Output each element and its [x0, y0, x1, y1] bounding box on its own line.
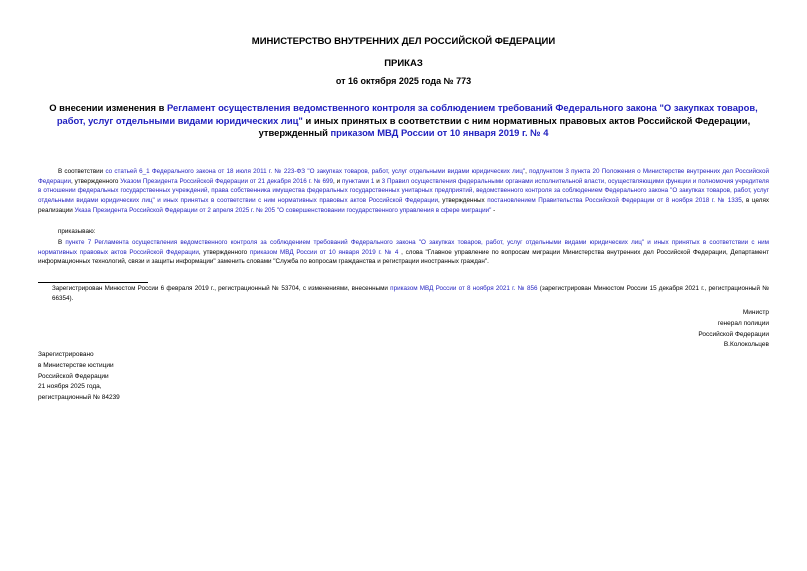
title-link-order[interactable]: приказом МВД России от 10 января 2019 г. № 4: [330, 127, 549, 138]
signature-line: Российской Федерации: [698, 330, 769, 338]
link-order-4[interactable]: приказом МВД России от 10 января 2019 г. № 4: [249, 248, 399, 256]
signature-name: В.Колокольцев: [723, 341, 769, 349]
link-reglament-point-7[interactable]: пункте 7 Регламента осуществления ведомственного контроля за соблюдением требований Федерального закона "О закупках товаров, работ, услуг отдельными видами юридических лиц" и иных принятых в соответствии с ним нормативных правовых актов Российской Федерации: [38, 239, 769, 256]
registration-line: Российской Федерации: [38, 372, 109, 380]
link-rules-point-3[interactable]: 3 Правил осуществления федеральными органами исполнительной власти, осуществляющими функции и полномочия учредителя в отношении федеральных государственных учреждений, права собственника имущества федеральных государственных унитарных предприятий, ведомственного контроля за соблюдением Федерального закона "О закупках товаров, работ, услуг отдельными видами юридических лиц" и иных принятых в соответствии с ним нормативных правовых актов Российской Федерации: [38, 177, 769, 205]
text-segment: , и: [333, 177, 343, 185]
title-suffix: и иных принятых в соответствии с ним нормативных правовых актов Российской Федерации, утвержденный: [258, 114, 751, 138]
link-decree-205[interactable]: Указа Президента Российской Федерации от 2 апреля 2025 г. № 205 "О совершенствовании государственного управления в сфере миграции": [74, 206, 492, 214]
link-resolution-1335[interactable]: постановлением Правительства Российской Федерации от 8 ноября 2018 г. № 1335: [487, 197, 742, 205]
paragraph-basis: [38, 167, 769, 216]
link-order-856[interactable]: приказом МВД России от 8 ноября 2021 г. № 856: [390, 285, 538, 292]
registration-line: Зарегистрировано: [38, 351, 94, 358]
text-segment: В соответствии: [58, 168, 106, 175]
text-segment: ,: [525, 168, 530, 175]
ministry-heading: МИНИСТЕРСТВО ВНУТРЕННИХ ДЕЛ РОССИЙСКОЙ ФЕДЕРАЦИИ: [251, 36, 556, 47]
paragraph-amendment: [38, 238, 769, 267]
text-segment: Зарегистрирован Минюстом России 6 февраля 2019 г., регистрационный № 53704, с изменениями, внесенными: [52, 285, 391, 292]
document-type-heading: ПРИКАЗ: [384, 58, 423, 69]
registration-line: в Министерстве юстиции: [38, 361, 114, 369]
link-rules-point-1[interactable]: пунктами 1: [342, 177, 375, 185]
footnote-divider: [38, 282, 148, 283]
registration-block: [38, 350, 120, 404]
text-segment: , утвержденного: [198, 248, 250, 256]
signature-line: Министр: [742, 309, 769, 316]
text-segment: (зарегистрирован Минюстом России 15 декабря 2021 г., регистрационный № 66354).: [52, 285, 769, 302]
title-link-reglament[interactable]: Регламент осуществления ведомственного контроля за соблюдением требований Федерального закона "О закупках товаров, работ, услуг отдельными видами юридических лиц": [56, 102, 758, 126]
text-segment: , в целях реализации: [38, 197, 770, 214]
order-word: приказываю:: [58, 228, 96, 235]
text-segment: -: [491, 206, 496, 214]
footnote: [52, 284, 769, 304]
registration-line: 21 ноября 2025 года,: [38, 383, 102, 391]
text-segment: , слова "Главное управление по вопросам миграции Министерства внутренних дел Российской Федерации, Департамент информационных технологий, связи и защиты информации" заменить словами "Служба по вопросам гражданства и регистрации иностранных граждан".: [38, 248, 769, 266]
document-title: [36, 102, 771, 140]
text-segment: , утвержденных: [437, 197, 488, 205]
document-date-number: от 16 октября 2025 года № 773: [335, 76, 472, 86]
link-law-223fz[interactable]: со статьей 6_1 Федерального закона от 18 июля 2011 г. № 223-ФЗ "О закупках товаров, работ, услуг отдельными видами юридических лиц": [105, 168, 526, 175]
text-segment: В: [58, 239, 66, 246]
registration-number: регистрационный № 84239: [38, 394, 120, 402]
link-regulation-mvd[interactable]: подпунктом 3 пункта 20 Положения о Министерстве внутренних дел Российской Федерации: [38, 168, 769, 185]
title-prefix: О внесении изменения в: [49, 102, 167, 113]
link-decree-699[interactable]: Указом Президента Российской Федерации от 21 декабря 2016 г. № 699: [120, 177, 334, 185]
signature-block: [698, 308, 769, 351]
signature-line: генерал полиции: [717, 319, 769, 327]
text-segment: и: [374, 177, 382, 185]
text-segment: , утвержденного: [70, 177, 121, 185]
